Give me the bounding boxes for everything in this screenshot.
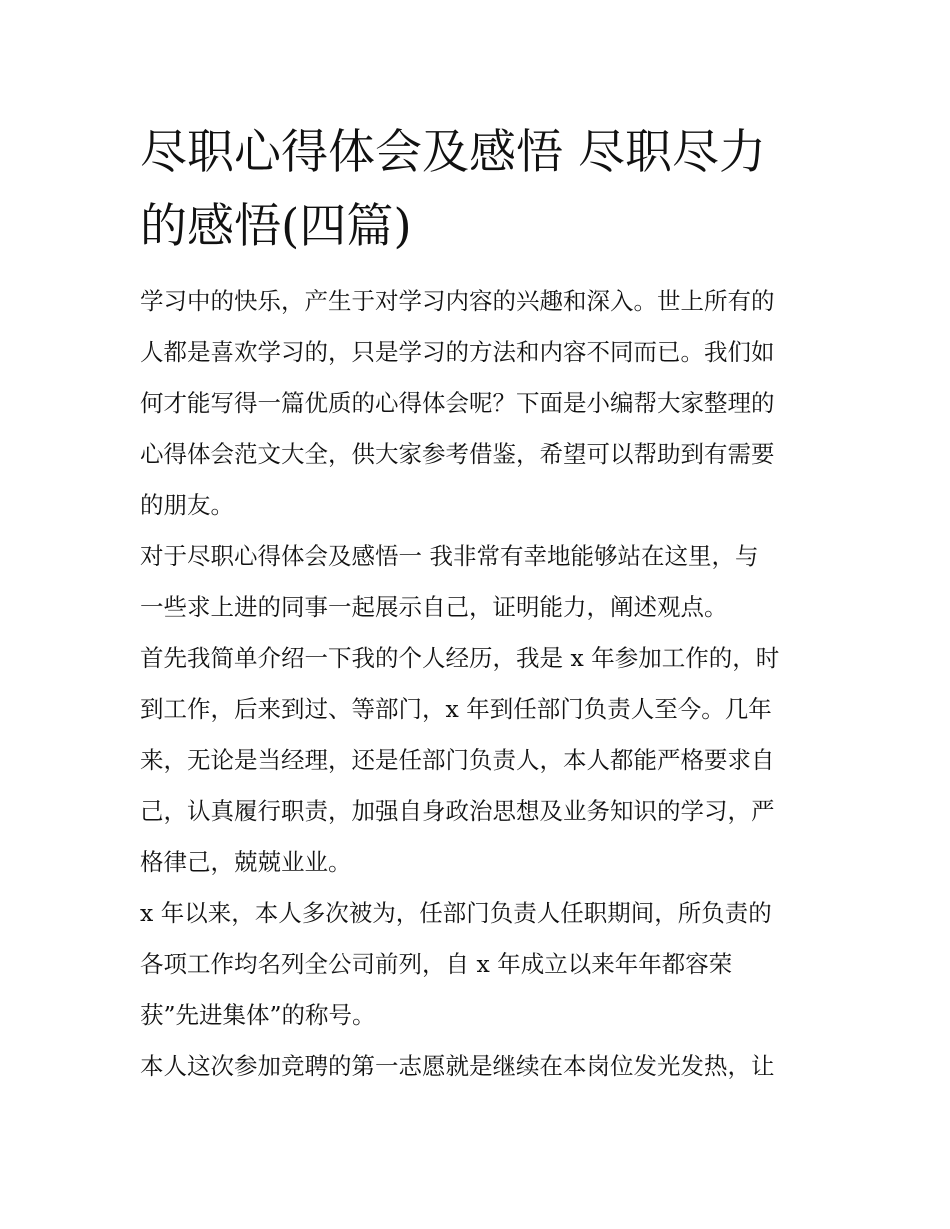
paragraph-section-one xyxy=(140,531,830,633)
text-line: 人都是喜欢学习的，只是学习的方法和内容不同而已。我们如 xyxy=(140,338,775,366)
paragraph-achievements xyxy=(140,888,830,1041)
text-line: 己，认真履行职责，加强自身政治思想及业务知识的学习，严 xyxy=(140,797,775,825)
text-line: 的朋友。 xyxy=(140,491,234,519)
text-line: 一些求上进的同事一起展示自己，证明能力，阐述观点。 xyxy=(140,593,728,621)
paragraph-experience xyxy=(140,633,830,888)
text-line: 获”先进集体”的称号。 xyxy=(140,1001,376,1029)
text-line: 本人这次参加竞聘的第一志愿就是继续在本岗位发光发热，让 xyxy=(140,1052,775,1080)
document-title xyxy=(140,116,820,264)
text-line: 来，无论是当经理，还是任部门负责人，本人都能严格要求自 xyxy=(140,746,775,774)
text-line: 到工作，后来到过、等部门，x 年到任部门负责人至今。几年 xyxy=(140,695,772,723)
text-line: 格律己，兢兢业业。 xyxy=(140,848,352,876)
title-line: 尽职心得体会及感悟 尽职尽力 xyxy=(140,125,766,180)
text-line: 心得体会范文大全，供大家参考借鉴，希望可以帮助到有需要 xyxy=(140,440,775,468)
title-line: 的感悟(四篇) xyxy=(140,199,412,254)
text-line: 对于尽职心得体会及感悟一 我非常有幸地能够站在这里，与 xyxy=(140,542,759,570)
paragraph-intro xyxy=(140,276,830,531)
text-line: 学习中的快乐，产生于对学习内容的兴趣和深入。世上所有的 xyxy=(140,287,775,315)
paragraph-application xyxy=(140,1041,830,1092)
document-body xyxy=(140,276,830,1092)
text-line: 首先我简单介绍一下我的个人经历，我是 x 年参加工作的，时 xyxy=(140,644,780,672)
text-line: x 年以来，本人多次被为，任部门负责人任职期间，所负责的 xyxy=(140,899,772,927)
text-line: 何才能写得一篇优质的心得体会呢？下面是小编帮大家整理的 xyxy=(140,389,775,417)
text-line: 各项工作均名列全公司前列，自 x 年成立以来年年都容荣 xyxy=(140,950,733,978)
